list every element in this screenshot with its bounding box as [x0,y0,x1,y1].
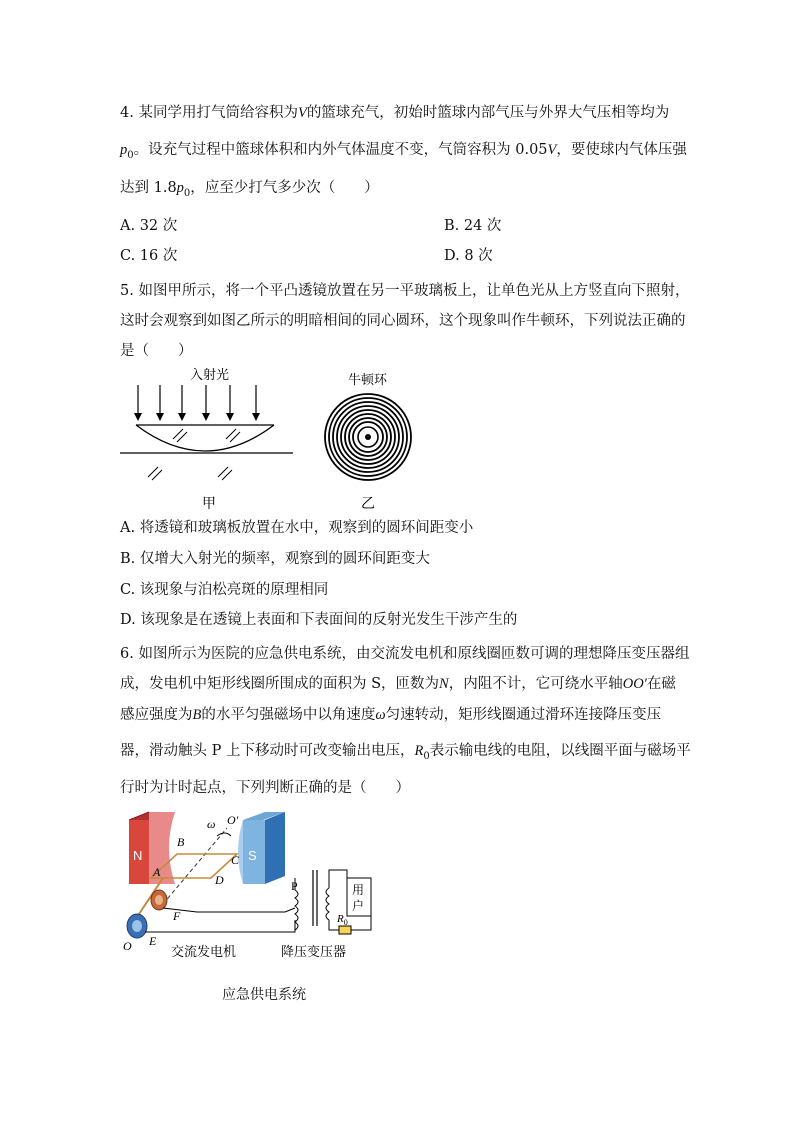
magnet-s-label: S [248,848,257,863]
point-a-label: A [153,865,161,879]
q6-text: 成，发电机中矩形线圈所围成的面积为 S，匝数为 [120,676,440,692]
q4-text: ，应至少打气多少次（ ） [190,180,379,196]
q6-var-omega: ω [375,707,386,723]
q5-option-d[interactable]: D. 该现象是在透镜上表面和下表面间的反射光发生干涉产生的 [120,612,518,628]
user-label-2: 户 [352,899,365,913]
q4-line-1 [120,103,669,123]
q6-sub: 0 [423,750,430,762]
q4-option-c[interactable]: C. 16 次 [120,248,178,264]
q4-var-p: p [176,180,184,196]
newton-rings-label: 牛顿环 [348,373,388,388]
q6-text: ，内阻不计，它可绕水平轴 [448,676,623,692]
q4-text: 4. 某同学用打气筒给容积为 [120,105,298,121]
q6-var-oo: OO′ [622,676,647,692]
q6-text: 器，滑动触头 P 上下移动时可改变输出电压， [120,743,415,759]
r0-label: $R_0$ [337,913,348,927]
q6-text: 在磁 [646,676,676,692]
q6-line-4 [120,741,691,767]
q6-var-r: R [414,743,424,759]
lens-figure [118,365,298,515]
q6-var-b: B [192,707,202,723]
q4-option-b[interactable]: B. 24 次 [444,218,502,234]
q4-line-3 [120,178,379,204]
point-b-label: B [177,835,185,849]
q4-var-p: p [120,142,128,158]
figure-caption-yi: 乙 [361,496,375,512]
slider-p-label: P [291,879,298,893]
transformer-label: 降压变压器 [281,945,347,960]
q6-text: 的水平匀强磁场中以角速度 [201,707,376,723]
point-e-label: E [149,934,157,948]
q6-var-n: N [439,676,449,692]
q6-text: 感应强度为 [120,707,193,723]
q4-var-v: V [297,105,307,121]
user-label-1: 用 [352,883,365,897]
incident-light-label: 入射光 [190,368,230,383]
q4-text: 达到 1.8 [120,180,177,196]
o-prime-label: O′ [227,813,239,827]
q4-option-d[interactable]: D. 8 次 [444,248,493,264]
q5-option-c[interactable]: C. 该现象与泊松亮斑的原理相同 [120,582,329,598]
emergency-power-figure [115,808,375,968]
q6-text: 匀速转动，矩形线圈通过滑环连接降压变压 [385,707,662,723]
q6-line-3 [120,705,661,725]
q4-sub: 0 [183,187,191,199]
q5-line-3: 是（ ） [120,343,193,359]
magnet-n-label: N [133,848,143,863]
point-d-label: D [215,873,224,887]
q6-line-5: 行时为计时起点，下列判断正确的是（ ） [120,780,410,796]
point-o-label: O [123,939,132,953]
q4-text: 。设充气过程中篮球体积和内外气体温度不变，气筒容积为 0.05 [133,142,548,158]
point-c-label: C [231,853,240,867]
q5-option-a[interactable]: A. 将透镜和玻璃板放置在水中，观察到的圆环间距变小 [120,520,474,536]
generator-label: 交流发电机 [171,945,237,960]
q4-option-a[interactable]: A. 32 次 [120,218,178,234]
q6-line-2 [120,674,676,694]
q5-line-1: 5. 如图甲所示，将一个平凸透镜放置在另一平玻璃板上，让单色光从上方竖直向下照射， [120,283,690,299]
figure-caption: 应急供电系统 [222,987,306,1003]
q5-option-b[interactable]: B. 仅增大入射光的频率，观察到的圆环间距变大 [120,551,430,567]
figure-caption-jia: 甲 [202,496,216,512]
newton-rings-figure [318,365,418,515]
q5-line-2: 这时会观察到如图乙所示的明暗相间的同心圆环，这个现象叫作牛顿环，下列说法正确的 [120,313,686,329]
q4-sub: 0 [127,149,134,161]
q6-line-1: 6. 如图所示为医院的应急供电系统，由交流发电机和原线圈匝数可调的理想降压变压器组 [120,646,690,662]
omega-label: ω [207,817,216,831]
q6-text: 表示输电线的电阻，以线圈平面与磁场平 [429,743,691,759]
point-f-label: F [173,909,181,923]
q4-line-2 [120,140,687,166]
q4-text: ，要使球内气体压强 [556,142,687,158]
q4-text: 的篮球充气，初始时篮球内部气压与外界大气压相等均为 [306,105,670,121]
q4-var-v: V [547,142,557,158]
